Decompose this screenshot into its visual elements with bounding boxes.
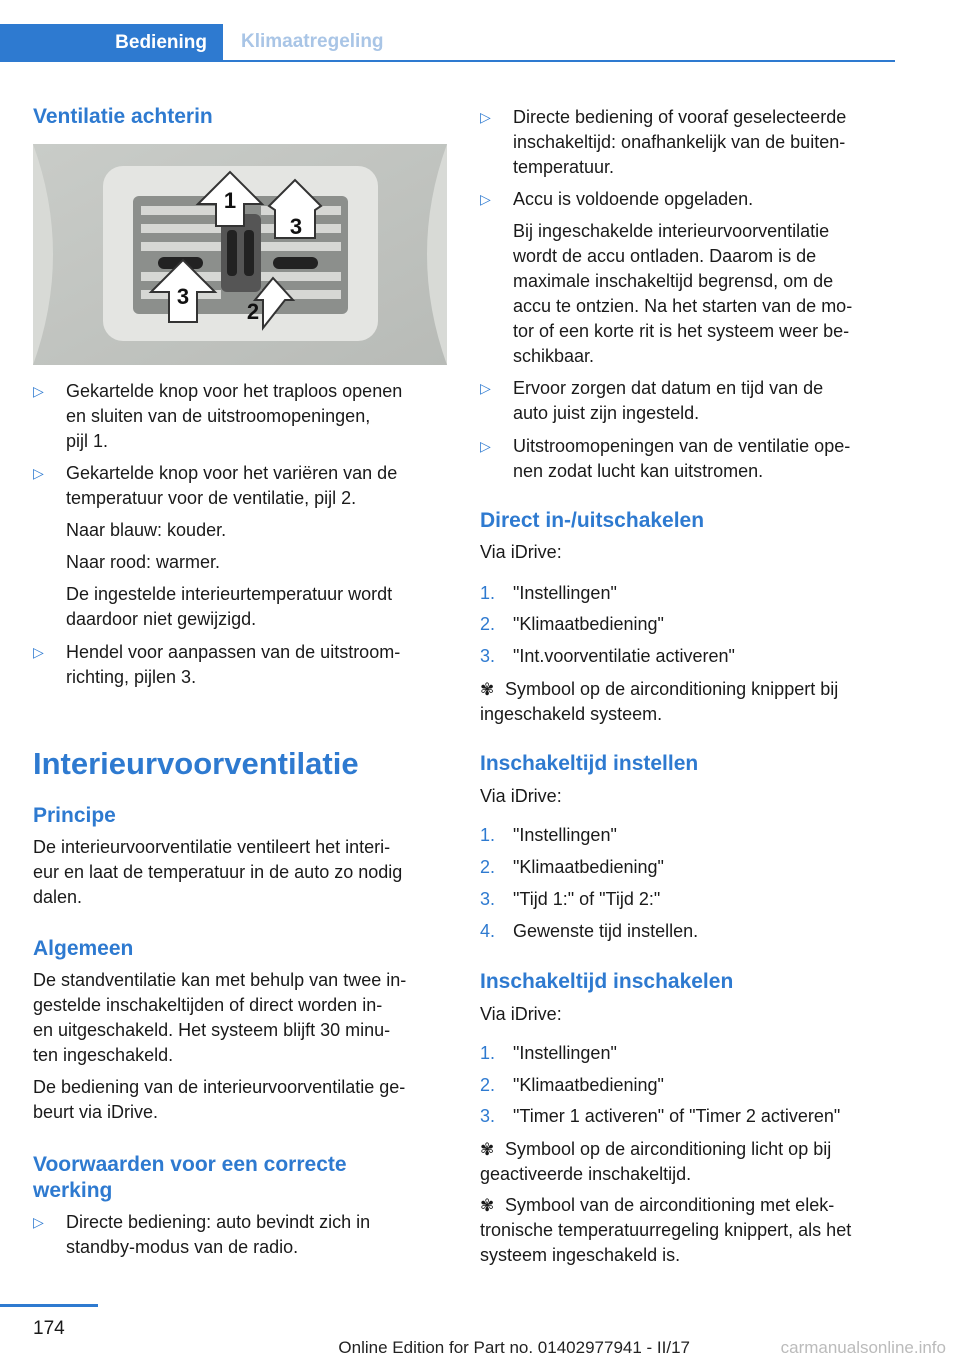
heading-inschakelen: Inschakeltijd inschakelen: [480, 970, 734, 993]
heading-ventilatie-achterin: Ventilatie achterin: [33, 105, 213, 128]
list-item: ▷ Hendel voor aanpassen van de uitstroom- richting, pijlen 3.: [33, 642, 401, 687]
sub-text: Naar rood: warmer.: [66, 552, 221, 572]
note-inschakelen-1: ✾ Symbool op de airconditioning licht op bij geactiveerde inschakeltijd.: [480, 1139, 832, 1184]
heading-direct: Direct in-/uitschakelen: [480, 509, 705, 532]
list-item: ▷ Gekartelde knop voor het traploos openen en sluiten van de uitstroomopeningen, pijl 1.: [33, 381, 403, 451]
triangle-right-icon: ▷: [480, 109, 491, 125]
fan-icon: ✾: [480, 1196, 495, 1215]
list-item: ▷ Uitstroomopeningen van de ventilatie ope- nen zodat lucht kan uitstromen.: [480, 436, 851, 481]
note-inschakelen-2: ✾ Symbool van de airconditioning met elek- tronische temperatuurregeling knippert, als het systeem ingeschakeld is.: [480, 1195, 852, 1265]
image-label-1: 1: [223, 188, 237, 213]
triangle-right-icon: ▷: [480, 438, 491, 454]
watermark: carmanualsonline.info: [780, 1338, 946, 1357]
rear-vent-image: [33, 144, 447, 365]
list-item: 2. "Klimaatbediening": [480, 614, 664, 634]
heading-voorwaarden: Voorwaarden voor een correcte werking: [33, 1153, 347, 1202]
list-item: ▷ Gekartelde knop voor het variëren van de temperatuur voor de ventilatie, pijl 2.: [33, 463, 398, 508]
tab-underline: [0, 60, 895, 62]
list-item: ▷ Accu is voldoende opgeladen.: [480, 187, 896, 212]
image-label-3-right: 3: [289, 214, 303, 239]
via-idrive: Via iDrive:: [480, 786, 562, 806]
list-item: 1. "Instellingen": [480, 583, 617, 603]
via-idrive: Via iDrive:: [480, 542, 562, 562]
triangle-right-icon: ▷: [480, 191, 491, 207]
triangle-right-icon: ▷: [33, 1214, 44, 1230]
list-item: 4. Gewenste tijd instellen.: [480, 921, 699, 941]
paragraph-principe: De interieurvoorventilatie ventileert het interi- eur en laat de temperatuur in de auto zo nodig dalen.: [33, 837, 403, 907]
triangle-right-icon: ▷: [33, 644, 44, 660]
triangle-right-icon: ▷: [33, 383, 44, 399]
list-item: ▷ Ervoor zorgen dat datum en tijd van de auto juist zijn ingesteld.: [480, 378, 824, 423]
tab-klimaatregeling[interactable]: Klimaatregeling: [241, 31, 384, 52]
image-label-2: 2: [246, 299, 260, 324]
tab-bediening[interactable]: Bediening: [0, 24, 223, 62]
sub-text: Naar blauw: kouder.: [66, 520, 227, 540]
heading-algemeen: Algemeen: [33, 937, 134, 960]
heading-principe: Principe: [33, 804, 116, 827]
paragraph-algemeen-1: De standventilatie kan met behulp van twee in- gestelde inschakeltijden of direct worden in- en uitgeschakeld. Het systeem blijft 30 minu- ten ingeschakeld.: [33, 970, 407, 1065]
list-item: 3. "Timer 1 activeren" of "Timer 2 activeren": [480, 1106, 841, 1126]
list-item: 1. "Instellingen": [480, 1043, 617, 1063]
triangle-right-icon: ▷: [480, 380, 491, 396]
list-item: 3. "Int.voorventilatie activeren": [480, 646, 735, 666]
list-item: 1. "Instellingen": [480, 825, 617, 845]
list-item: ▷ Directe bediening: auto bevindt zich in standby-modus van de radio.: [33, 1212, 371, 1257]
edition-text: Online Edition for Part no. 01402977941 - II/17: [338, 1338, 690, 1357]
heading-instellen: Inschakeltijd instellen: [480, 752, 699, 775]
triangle-right-icon: ▷: [33, 465, 44, 481]
note-direct: ✾ Symbool op de airconditioning knippert bij ingeschakeld systeem.: [480, 679, 839, 724]
list-item: 2. "Klimaatbediening": [480, 857, 664, 877]
sub-text: De ingestelde interieurtemperatuur wordt daardoor niet gewijzigd.: [66, 584, 393, 629]
list-item: ▷ Directe bediening of vooraf geselecteerde inschakeltijd: onafhankelijk van de buiten- temperatuur.: [480, 107, 847, 177]
list-item: 3. "Tijd 1:" of "Tijd 2:": [480, 889, 661, 909]
fan-icon: ✾: [480, 680, 495, 699]
fan-icon: ✾: [480, 1140, 495, 1159]
header-tabs: [0, 24, 895, 62]
via-idrive: Via iDrive:: [480, 1004, 562, 1024]
paragraph-algemeen-2: De bediening van de interieurvoorventilatie ge- beurt via iDrive.: [33, 1077, 406, 1122]
image-label-3-left: 3: [176, 284, 190, 309]
sub-text-accu: Bij ingeschakelde interieurvoorventilatie wordt de accu ontladen. Daarom is de maximale inschakeltijd begrensd, om de accu te ontzien. Na het starten van de mo- tor of een korte rit is het systeem weer be- schikbaar.: [513, 221, 853, 366]
page-number: 174: [33, 1318, 65, 1339]
footer-rule: [0, 1304, 98, 1307]
list-item: 2. "Klimaatbediening": [480, 1075, 664, 1095]
page-title: Interieurvoorventilatie: [33, 746, 359, 781]
